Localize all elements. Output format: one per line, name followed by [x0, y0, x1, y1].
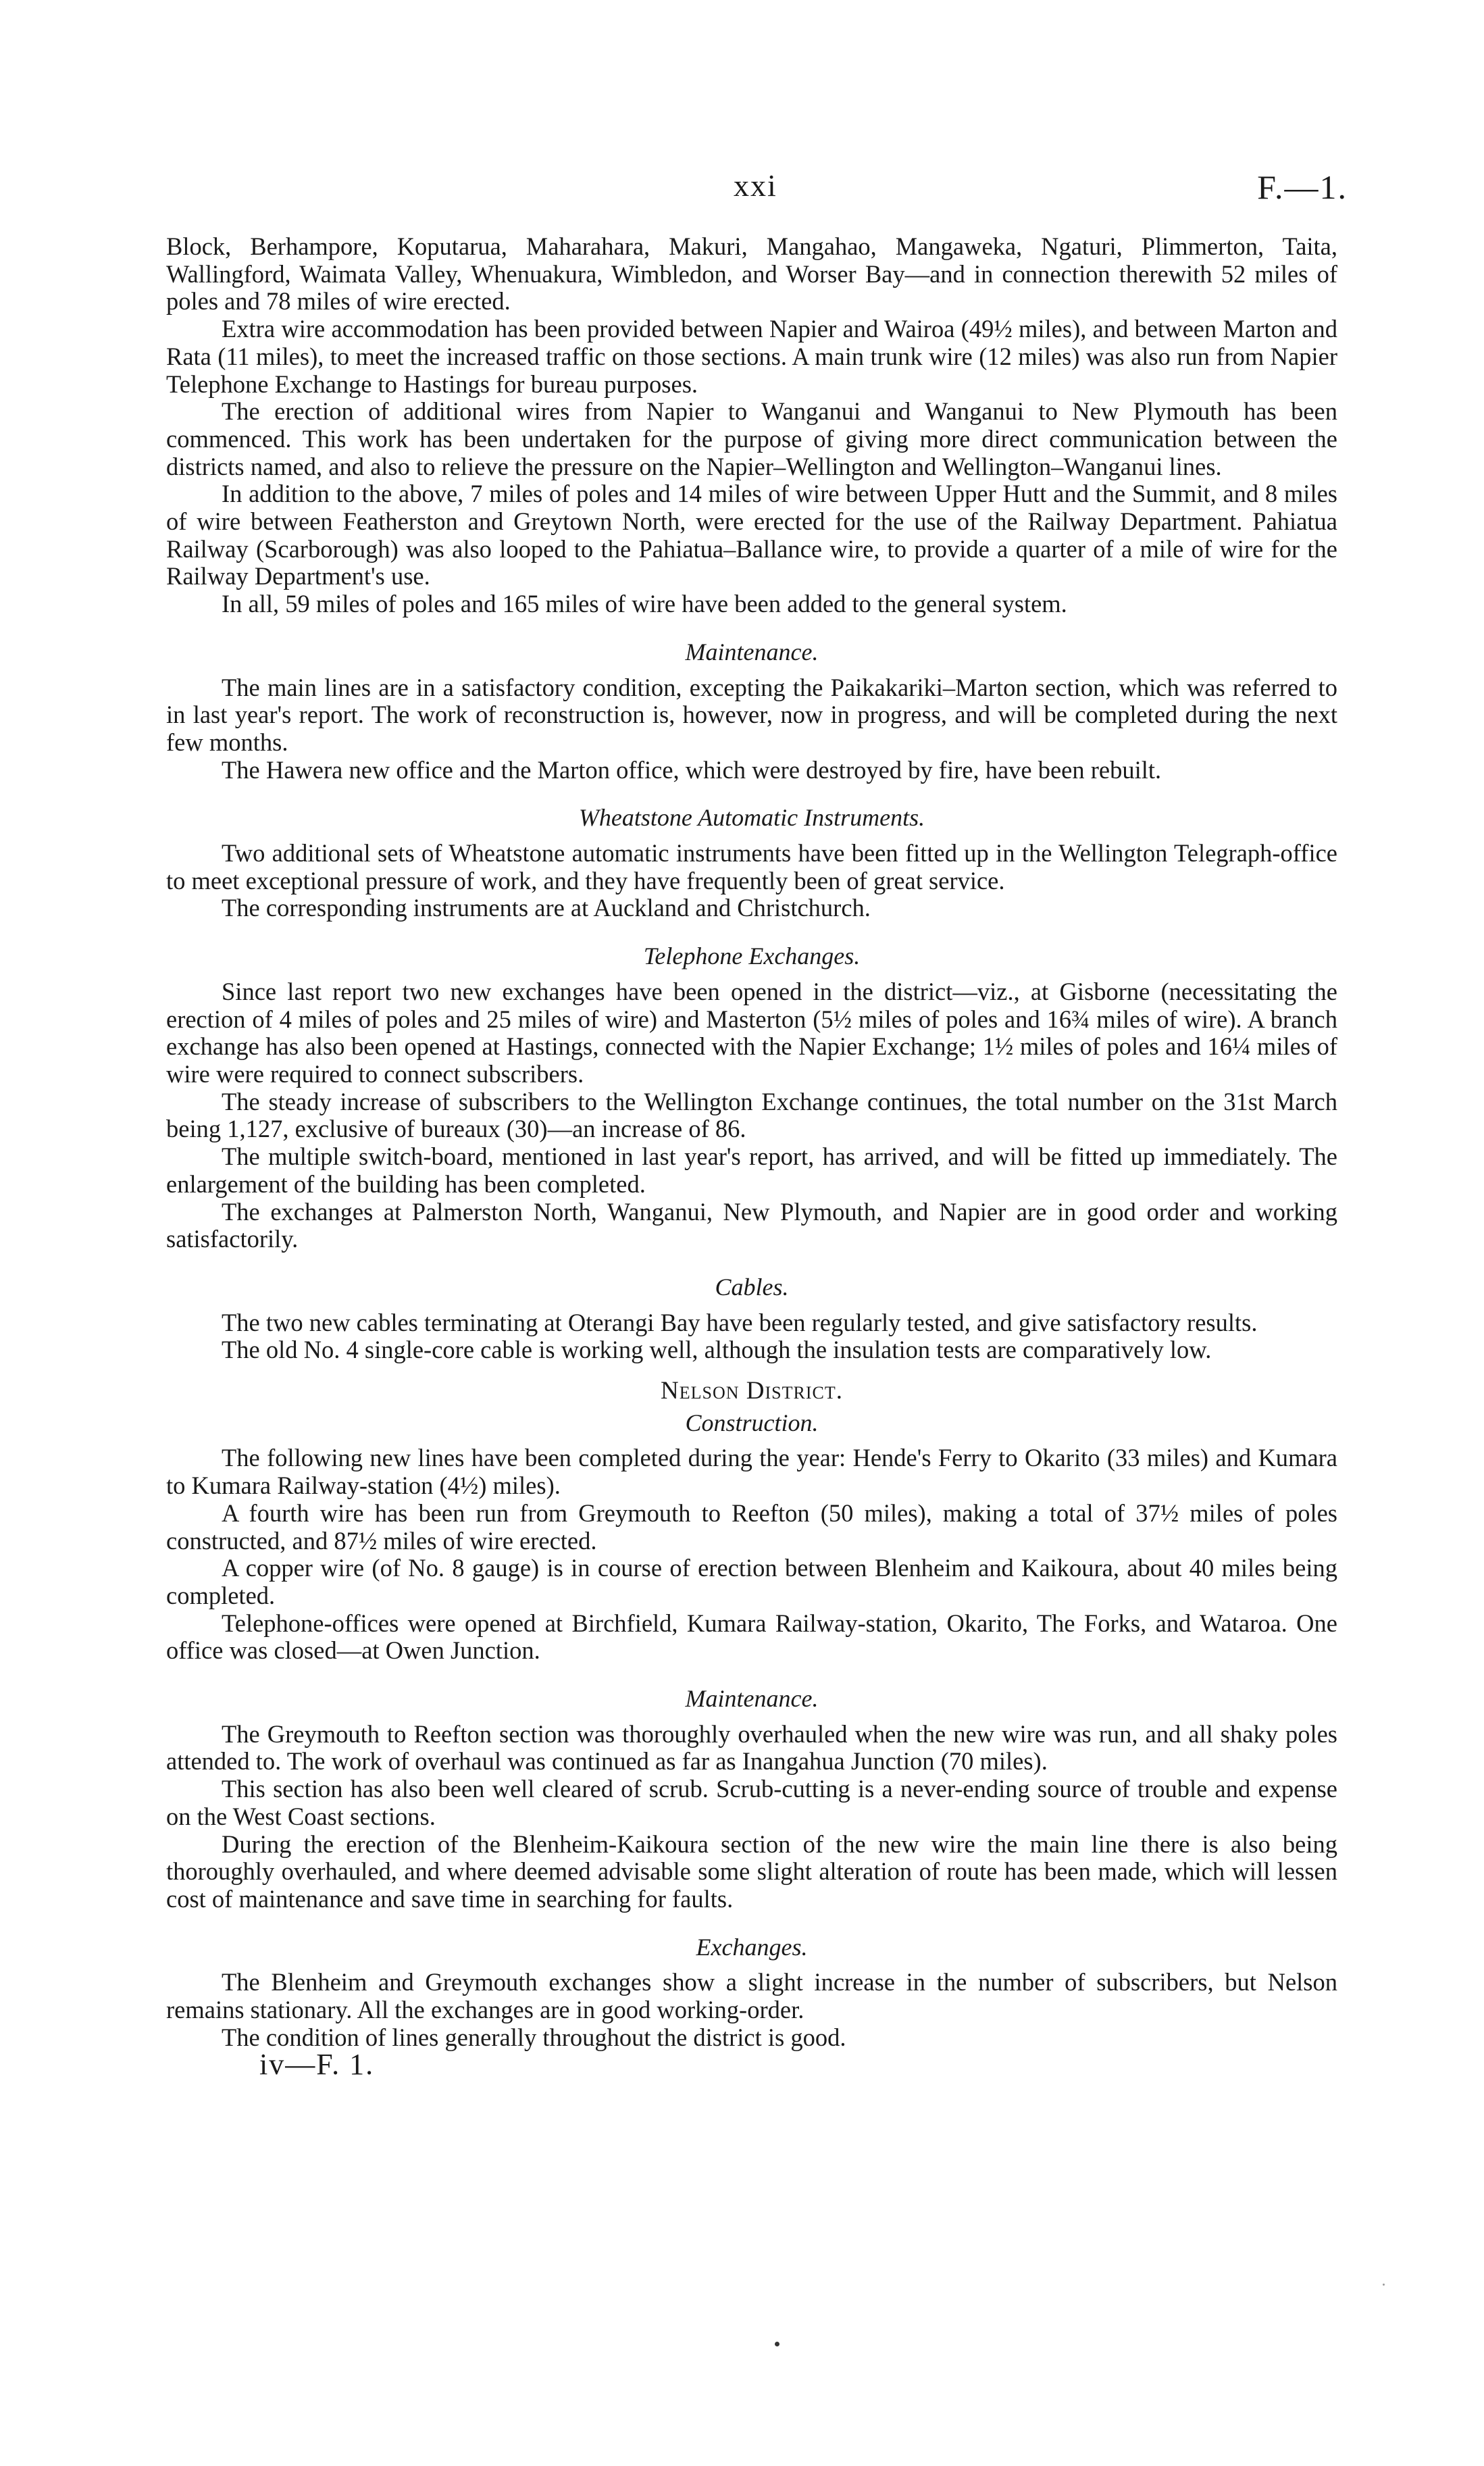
paragraph: The exchanges at Palmerston North, Wanganui, New Plymouth, and Napier are in good order and working satisfactorily.: [166, 1197, 1337, 1253]
paragraph: Block, Berhampore, Koputarua, Maharahara, Makuri, Mangahao, Mangaweka, Ngaturi, Plimmerton, Taita, Wallingford, Waimata Valley, Whenuakura, Wimbledon, and Worser Bay—and in connection therewith 52 miles of poles and 78 miles of wire erected.: [166, 232, 1337, 316]
section-heading: Telephone Exchanges.: [643, 942, 861, 970]
section-heading: Exchanges.: [696, 1933, 808, 1961]
report-body: [166, 232, 1337, 2082]
paragraph: A copper wire (of No. 8 gauge) is in course of erection between Blenheim and Kaikoura, about 40 miles being completed.: [166, 1554, 1337, 1609]
paragraph: The Hawera new office and the Marton office, which were destroyed by fire, have been rebuilt.: [222, 755, 1162, 784]
paragraph: The two new cables terminating at Oterangi Bay have been regularly tested, and give satisfactory results.: [222, 1308, 1258, 1336]
printer-mark: [775, 2342, 779, 2346]
paragraph: The multiple switch-board, mentioned in last year's report, has arrived, and will be fitted up immediately. The enlargement of the building has been completed.: [166, 1142, 1337, 1198]
paragraph: In addition to the above, 7 miles of poles and 14 miles of wire between Upper Hutt and the Summit, and 8 miles of wire between Featherston and Greytown North, were erected for the use of the Railway Department. Pahiatua Railway (Scarborough) was also looped to the Pahiatua–Ballance wire, to provide a quarter of a mile of wire for the Railway Department's use.: [166, 480, 1337, 590]
section-heading: Maintenance.: [685, 638, 819, 665]
section-heading: Wheatstone Automatic Instruments.: [578, 804, 925, 832]
paragraph: Telephone-offices were opened at Birchfield, Kumara Railway-station, Okarito, The Forks, and Wataroa. One office was closed—at Owen Junction.: [166, 1609, 1337, 1665]
section-heading: Maintenance.: [685, 1685, 819, 1713]
scan-speck: [1383, 2284, 1385, 2286]
paragraph: Two additional sets of Wheatstone automatic instruments have been fitted up in the Wellington Telegraph-office to meet exceptional pressure of work, and they have frequently been of great service.: [166, 839, 1337, 895]
paragraph: The corresponding instruments are at Auckland and Christchurch.: [222, 894, 871, 922]
section-heading: Construction.: [685, 1409, 819, 1436]
paragraph: In all, 59 miles of poles and 165 miles of wire have been added to the general system.: [222, 590, 1067, 618]
paragraph: The Greymouth to Reefton section was thoroughly overhauled when the new wire was run, and all shaky poles attended to. The work of overhaul was continued as far as Inangahua Junction (70 miles).: [166, 1719, 1337, 1776]
paragraph: The old No. 4 single-core cable is working well, although the insulation tests are comparatively low.: [222, 1336, 1212, 1364]
paragraph: The steady increase of subscribers to the Wellington Exchange continues, the total number on the 31st March being 1,127, exclusive of bureaux (30)—an increase of 86.: [166, 1087, 1337, 1143]
paragraph: The main lines are in a satisfactory condition, excepting the Paikakariki–Marton section, which was referred to in last year's report. The work of reconstruction is, however, now in progress, and will be completed during the next few months.: [166, 673, 1337, 756]
paragraph: The following new lines have been completed during the year: Hende's Ferry to Okarito (33 miles) and Kumara to Kumara Railway-station (4½) miles).: [166, 1444, 1337, 1500]
section-heading: Cables.: [715, 1273, 789, 1301]
paragraph: Since last report two new exchanges have been opened in the district—viz., at Gisborne (necessitating the erection of 4 miles of poles and 25 miles of wire) and Masterton (5½ miles of poles and 16¾ miles of wire). A branch exchange has also been opened at Hastings, connected with the Napier Exchange; 1½ miles of poles and 16¼ miles of wire were required to connect subscribers.: [166, 977, 1337, 1088]
paragraph: During the erection of the Blenheim-Kaikoura section of the new wire the main line there is also being thoroughly overhauled, and where deemed advisable some slight alteration of route has been made, which will lessen cost of maintenance and save time in searching for faults.: [166, 1830, 1337, 1913]
paragraph: A fourth wire has been run from Greymouth to Reefton (50 miles), making a total of 37½ miles of poles constructed, and 87½ miles of wire erected.: [166, 1499, 1337, 1555]
page-number: xxi: [734, 168, 777, 203]
paragraph: The condition of lines generally throughout the district is good.: [222, 2023, 846, 2051]
signature-mark: iv—F. 1.: [259, 2048, 375, 2082]
page-header: [0, 168, 1484, 215]
paragraph: This section has also been well cleared of scrub. Scrub-cutting is a never-ending source of trouble and expense on the West Coast sections.: [166, 1775, 1337, 1830]
paragraph: Extra wire accommodation has been provided between Napier and Wairoa (49½ miles), and between Marton and Rata (11 miles), to meet the increased traffic on those sections. A main trunk wire (12 miles) was also run from Napier Telephone Exchange to Hastings for bureau purposes.: [166, 315, 1337, 398]
district-heading: Nelson District.: [661, 1377, 843, 1405]
paragraph: The erection of additional wires from Napier to Wanganui and Wanganui to New Plymouth has been commenced. This work has been undertaken for the purpose of giving more direct communication between the districts named, and also to relieve the pressure on the Napier–Wellington and Wellington–Wanganui lines.: [166, 397, 1337, 480]
paragraph: The Blenheim and Greymouth exchanges show a slight increase in the number of subscribers, but Nelson remains stationary. All the exchanges are in good working-order.: [166, 1968, 1337, 2024]
document-reference: F.—1.: [1257, 168, 1348, 206]
